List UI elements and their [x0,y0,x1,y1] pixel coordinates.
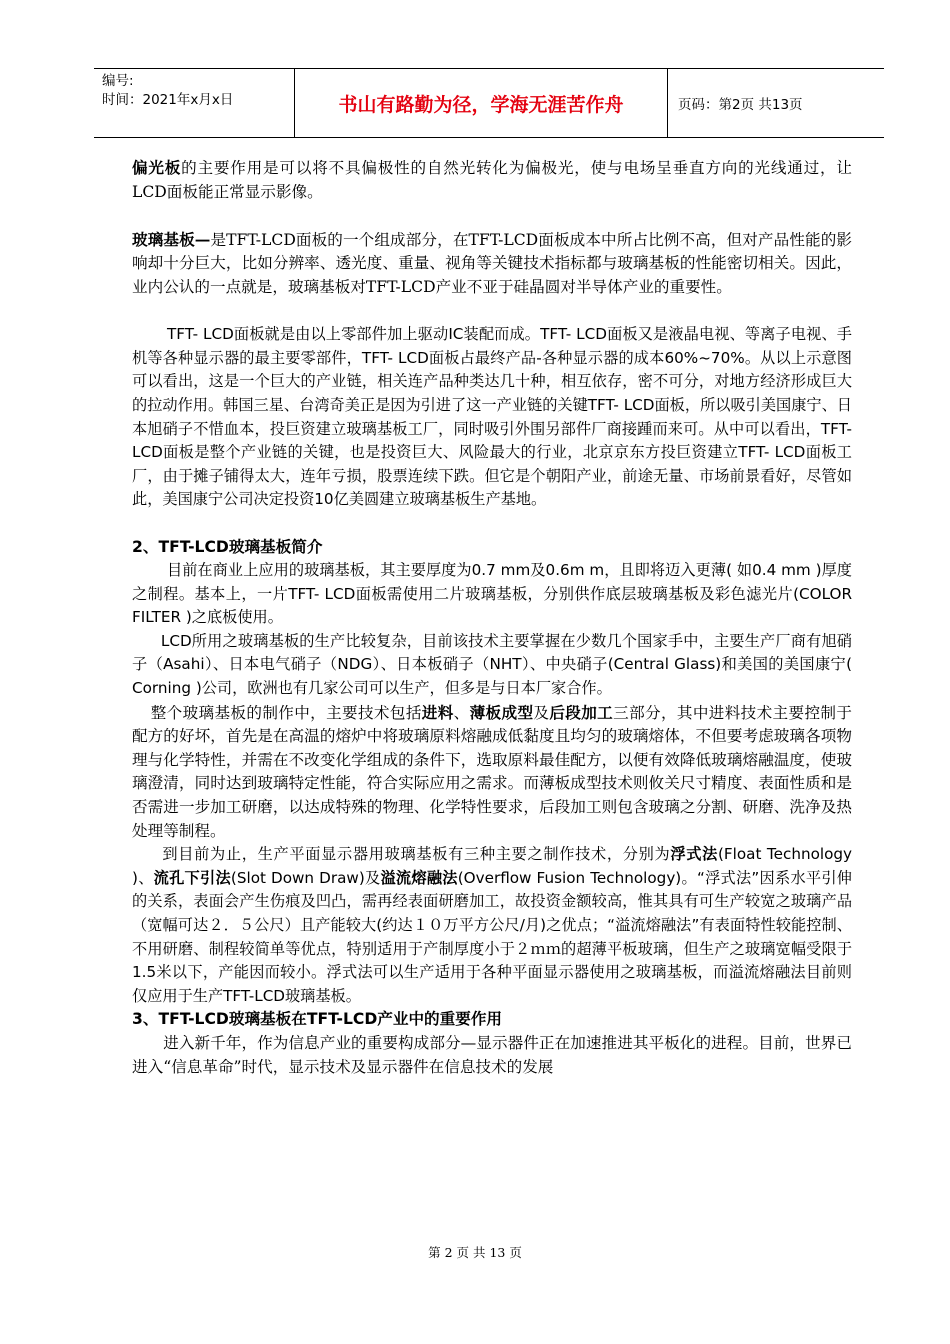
paragraph-industry-chain: TFT- LCD面板就是由以上零部件加上驱动IC装配而成。TFT- LCD面板又是液晶电视、等离子电视、手机等各种显示器的最主要零部件，TFT- LCD面板占最终产品-各种显示器的成本60%~70%。从以上示意图可以看出，这是一个巨大的产业链，相关连产品种类达几十种，相互依存，密不可分，对地方经济形成巨大的拉动作用。韩国三星、台湾奇美正是因为引进了这一产业链的关键TFT- LCD面板，所以吸引美国康宁、日本旭硝子不惜血本，投巨资建立玻璃基板工厂，同时吸引外围另部件厂商接踵而来可。从中可以看出，TFT- LCD面板是整个产业链的关键，也是投资巨大、风险最大的行业，北京京东方投巨资建立TFT- LCD面板工厂，由于摊子铺得太大，连年亏损，股票连续下跌。但它是个朝阳产业，前途无量、市场前景看好，尽管如此，美国康宁公司决定投资10亿美圆建立玻璃基板生产基地。 [132,325,852,509]
section-heading-2: 2、TFT-LCD玻璃基板简介 [132,537,323,556]
paragraph-text: (Float Technology )、 [132,845,853,887]
header-motto: 书山有路勤为径，学海无涯苦作舟 [295,69,668,137]
paragraph-thickness: 目前在商业上应用的玻璃基板，其主要厚度为0.7 mm及0.6m m，且即将迈入更薄( 如0.4 mm )厚度之制程。基本上，一片TFT- LCD面板需使用二片玻璃基板，分别供作底层玻璃基板及彩色滤光片(COLOR FILTER )之底板使用。 [132,561,852,627]
paragraph-text: 是TFT-LCD面板的一个组成部分，在TFT-LCD面板成本中所占比例不高，但对产品性能的影响却十分巨大，比如分辨率、透光度、重量、视角等关键技术指标都与玻璃基板的性能密切相关。因此，业内公认的一点就是，玻璃基板对TFT-LCD产业不亚于硅晶圆对半导体产业的重要性。 [132,230,852,296]
paragraph-text: (Overflow Fusion Technology)。“浮式法”因系水平引伸的关系，表面会产生伤痕及凹凸，需再经表面研磨加工，故投资金额较高，惟其具有可生产较宽之玻璃产品（宽幅可达２．５公尺）且产能较大(约达１０万平方公尺/月)之优点；“溢流熔融法”有表面特性较能控制、不用研磨、制程较简单等优点，特别适用于产制厚度小于２ｍｍ的超薄平板玻璃，但生产之玻璃宽幅受限于1.5米以下，产能因而较小。浮式法可以生产适用于各种平面显示器使用之玻璃基板，而溢流熔融法目前则仅应用于生产TFT-LCD玻璃基板。 [132,868,852,1005]
paragraph-text: 、 [453,703,470,722]
paragraph-text: 整个玻璃基板的制作中，主要技术包括 [150,703,422,722]
paragraph-text: 三部分，其中进料技术主要控制于配方的好坏，首先是在高温的熔炉中将玻璃原料熔融成低黏度且均匀的玻璃熔体，不但要考虑玻璃各项物理与化学特性，并需在不改变化学组成的条件下，选取原料最佳配方，以便有效降低玻璃熔融温度，使玻璃澄清，同时达到玻璃特定性能，符合实际应用之需求。而薄板成型技术则攸关尺寸精度、表面性质和是否需进一步加工研磨，以达成特殊的物理、化学特性要求，后段加工则包含玻璃之分割、研磨、洗净及热处理等制程。 [132,703,852,840]
term-forming: 薄板成型 [469,702,534,722]
document-body [132,156,852,1079]
paragraph-text: (Slot Down Draw)及 [230,868,381,887]
paragraph-text: 的主要作用是可以将不具偏极性的自然光转化为偏极光，使与电场呈垂直方向的光线通过，让LCD面板能正常显示影像。 [132,159,852,201]
term-post-processing: 后段加工 [549,702,614,722]
header-left-cell [94,69,295,137]
page-footer: 第 2 页 共 13 页 [428,1245,522,1260]
header-page-info: 页码：第2页 共13页 [678,97,803,113]
paragraph-process [132,701,852,844]
paragraph-new-millennium: 进入新千年，作为信息产业的重要构成部分—显示器件正在加速推进其平板化的进程。目前，世界已进入“信息革命”时代，显示技术及显示器件在信息技术的发展 [132,1033,852,1076]
term-slot-down-draw: 流孔下引法 [153,868,231,887]
section-heading-3: 3、TFT-LCD玻璃基板在TFT-LCD产业中的重要作用 [132,1010,503,1029]
term-glass-substrate: 玻璃基板— [132,229,211,249]
document-number-label: 编号: [102,73,134,89]
header-table [94,68,884,138]
paragraph-text: 到目前为止，生产平面显示器用玻璃基板有三种主要之制作技术，分别为 [162,845,671,864]
term-polarizer: 偏光板 [132,158,182,177]
term-feeding: 进料 [421,702,454,722]
document-time-label: 时间：2021年x月x日 [102,92,234,108]
paragraph-glass-substrate [132,228,852,300]
paragraph-techniques [132,843,852,1008]
paragraph-polarizer [132,156,852,204]
term-overflow-fusion: 溢流熔融法 [380,868,458,887]
paragraph-manufacturers: LCD所用之玻璃基板的生产比较复杂，目前该技术主要掌握在少数几个国家手中，主要生产厂商有旭硝子（Asahi）、日本电气硝子（NDG）、日本板硝子（NHT）、中央硝子(Central Glass)和美国的美国康宁( Corning )公司，欧洲也有几家公司可以生产，但多是与日本厂家合作。 [132,631,852,698]
term-float: 浮式法 [670,845,718,864]
paragraph-text: 及 [533,703,550,722]
